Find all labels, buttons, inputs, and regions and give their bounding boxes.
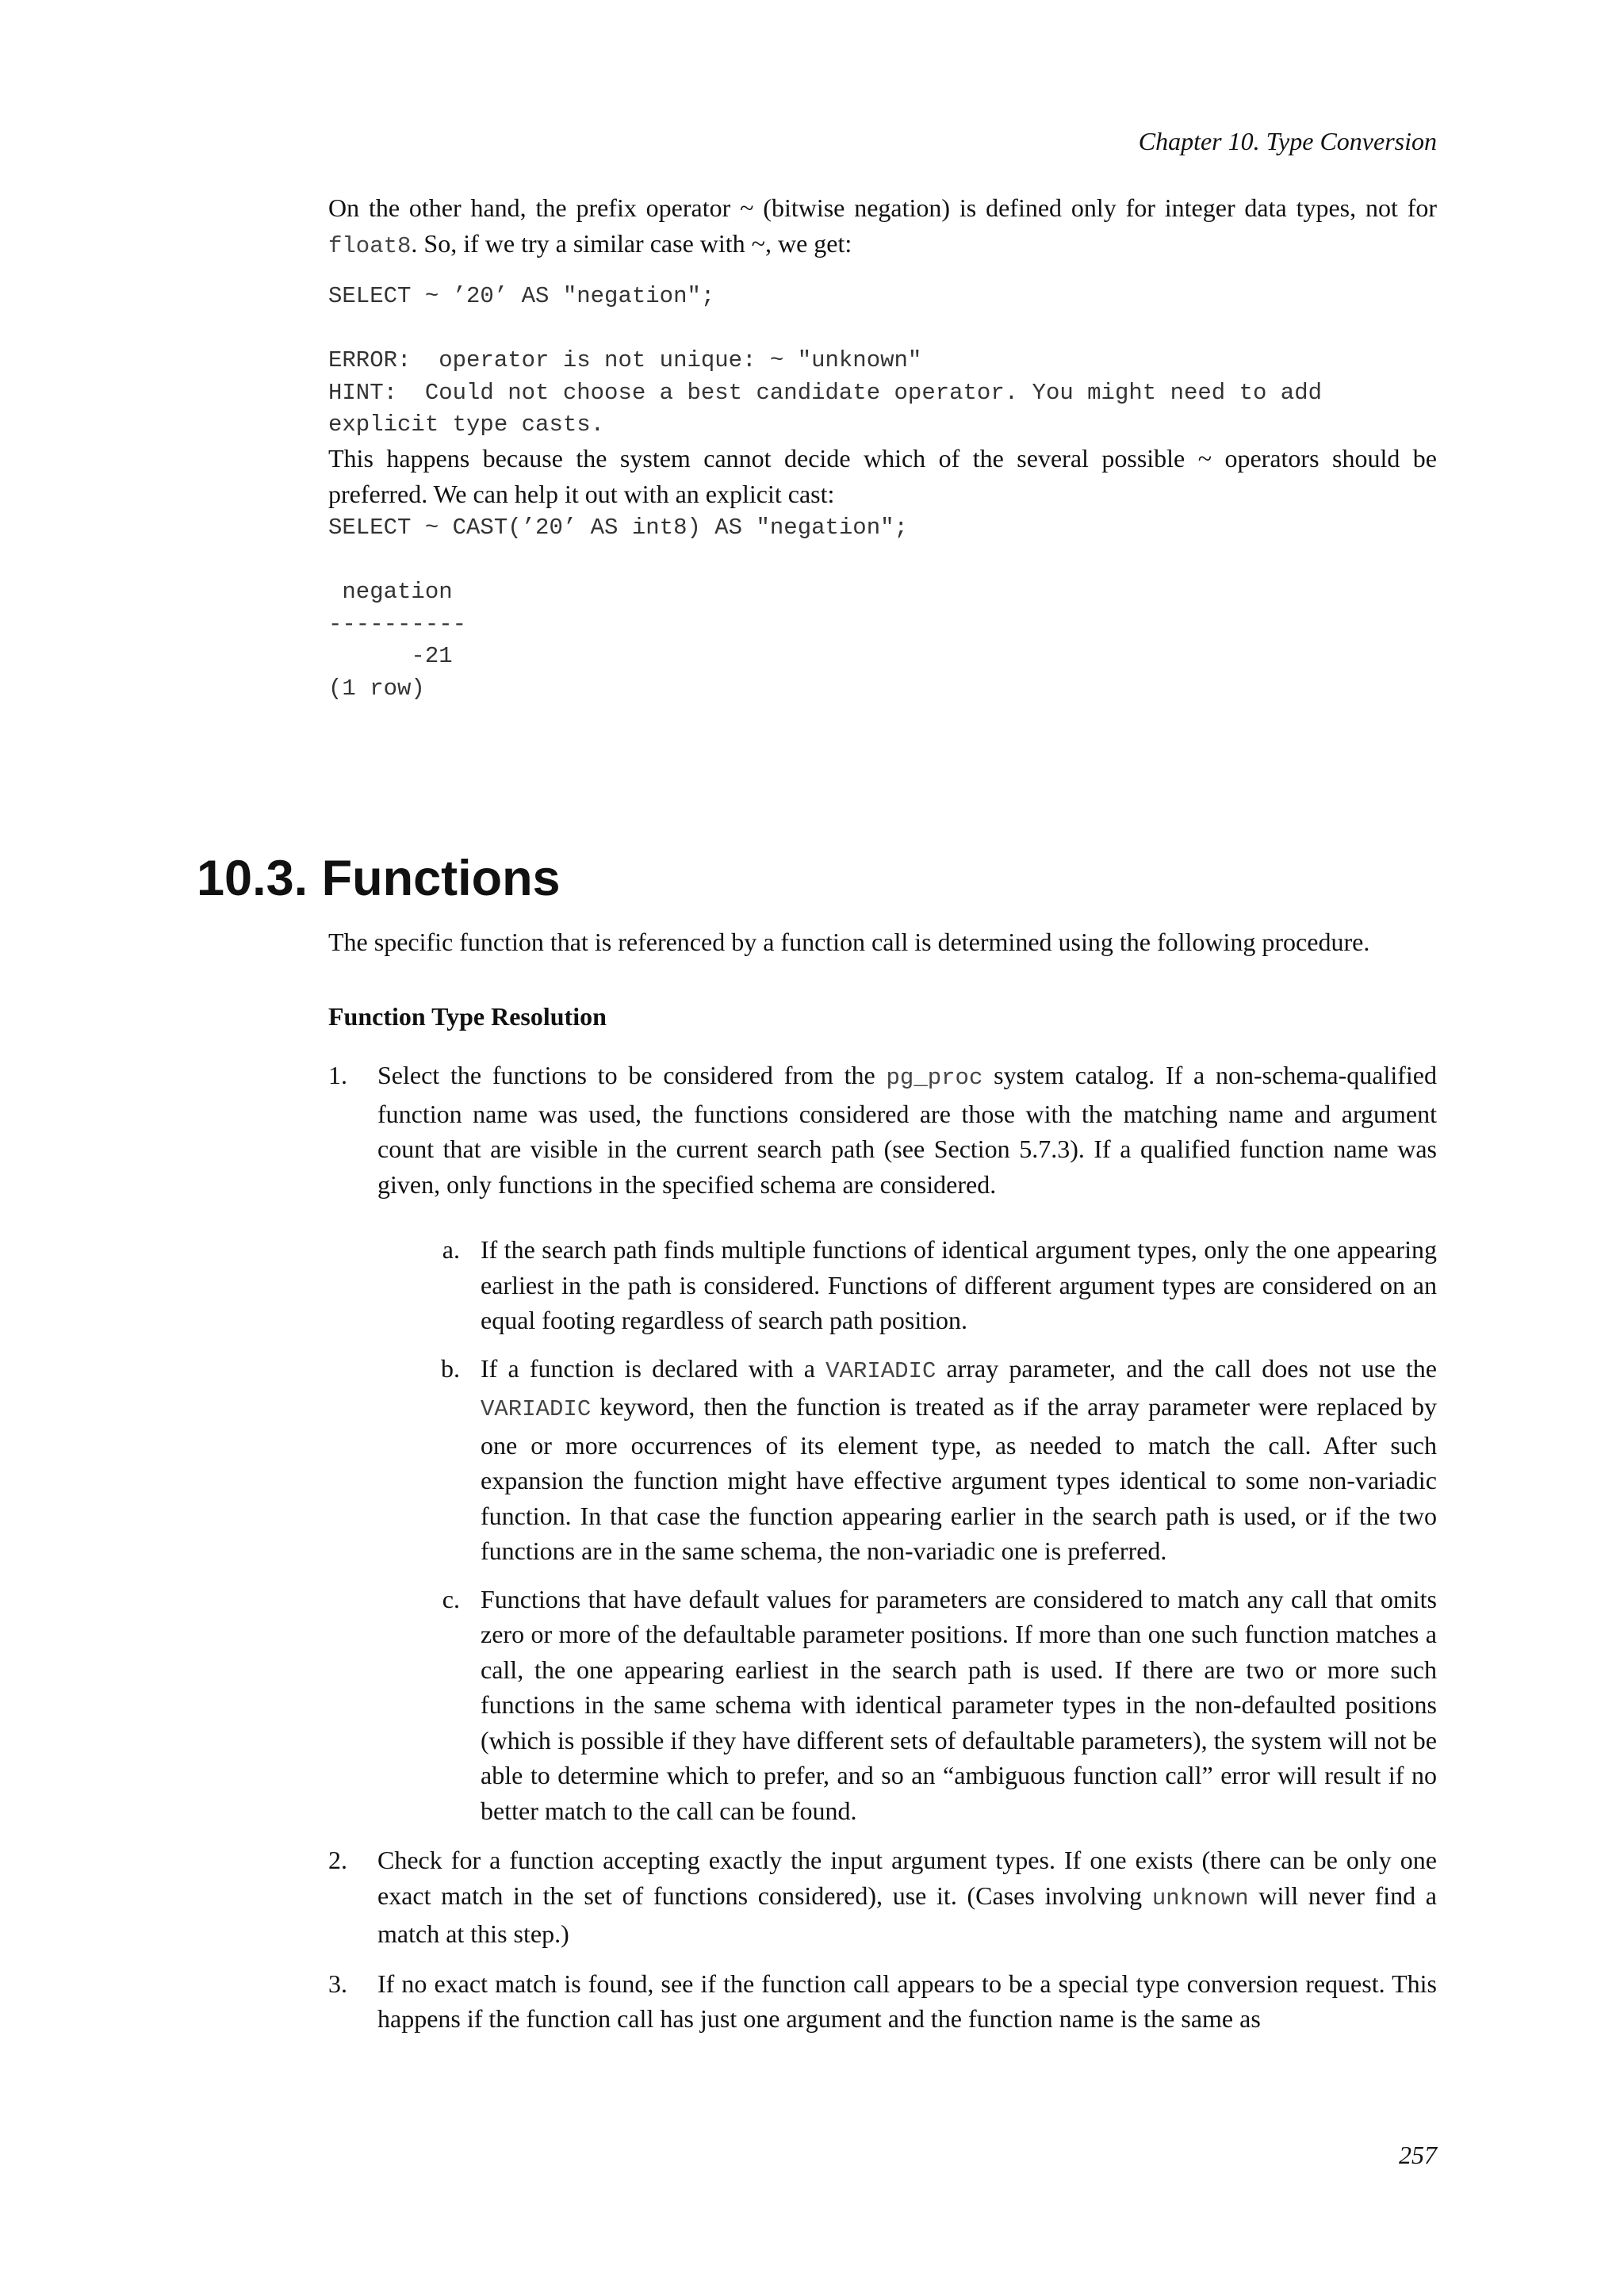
subitem-text: array parameter, and the call does not use the [936, 1353, 1438, 1383]
sub-list [428, 1232, 1437, 1828]
section-heading: 10.3. Functions [197, 851, 561, 906]
page-number: 257 [1399, 2141, 1437, 2169]
subitem-letter: b. [441, 1353, 460, 1383]
intro-p1-text-b: . So, if we try a similar case with ~, we get: [411, 228, 852, 258]
subitem-letter: a. [442, 1235, 460, 1264]
subitem-letter: c. [442, 1584, 460, 1613]
intro-paragraph-2: This happens because the system cannot decide which of the several possible ~ operators should be preferred. We can help it out with an explicit cast: [328, 444, 1437, 508]
code-block-negation-cast: SELECT ~ CAST(’20’ AS int8) AS "negation"; negation ---------- -21 (1 row) [328, 515, 908, 702]
item-text: system catalog. If a non-schema-qualified function name was used, the functions considered are those with the matching name and argument count that are visible in the current search path (see Section 5.7.3). If a qualified function name was given, only functions in the specified schema are considered. [377, 1061, 1438, 1199]
intro-p1-code: float8 [328, 232, 412, 259]
intro-p1-text-a: On the other hand, the prefix operator ~ (bitwise negation) is defined only for integer data types, not for [328, 193, 1437, 222]
sub-list-item [428, 1582, 1437, 1829]
subitem-code: VARIADIC [481, 1396, 592, 1422]
item-number: 3. [328, 1969, 347, 1998]
subitem-text: If a function is declared with a [481, 1353, 826, 1383]
subitem-text: keyword, then the function is treated as if the array parameter were replaced by one or more occurrences of its element type, as needed to match the call. After such expansion the function might have effective argument types identical to some non-variadic function. In that case the function appearing earlier in the search path is used, or if the two functions are in the same schema, the non-variadic one is preferred. [481, 1392, 1437, 1565]
item-code: unknown [1151, 1885, 1249, 1911]
sub-list-item [428, 1232, 1437, 1338]
sub-list-item [428, 1351, 1437, 1569]
list-item [328, 1966, 1437, 2037]
list-item [328, 1843, 1437, 1952]
code-block-negation-error: SELECT ~ ’20’ AS "negation"; ERROR: operator is not unique: ~ "unknown" HINT: Could not choose a best candidate operator. You might need to add explicit type casts. [328, 283, 1323, 438]
item-number: 2. [328, 1846, 347, 1874]
intro-paragraph-1 [328, 190, 1437, 264]
item-text: If no exact match is found, see if the function call appears to be a special type conversion request. This happens if the function call has just one argument and the function name is the same as [377, 1969, 1437, 2033]
list-item [328, 1058, 1437, 1828]
item-text: will never find a match at this step.) [377, 1881, 1438, 1948]
subitem-text: If the search path finds multiple functions of identical argument types, only the one appearing earliest in the path is considered. Functions of different argument types are considered on an equal footing regardless of search path position. [481, 1235, 1437, 1334]
item-number: 1. [328, 1061, 347, 1089]
procedure-list [328, 1058, 1437, 2051]
procedure-title: Function Type Resolution [328, 1002, 607, 1031]
subitem-code: VARIADIC [825, 1357, 936, 1384]
item-text: Select the functions to be considered from the [377, 1061, 887, 1089]
item-code: pg_proc [886, 1065, 983, 1091]
subitem-text: Functions that have default values for parameters are considered to match any call that omits zero or more of the defaultable parameter positions. If more than one such function matches a call, the one appearing earliest in the search path is used. If there are two or more such functions in the same schema with identical parameter types in the non-defaulted positions (which is possible if they have different sets of defaultable parameters), the system will not be able to determine which to prefer, and so an “ambiguous function call” error will result if no better match to the call can be found. [481, 1584, 1437, 1825]
item-text: Check for a function accepting exactly the input argument types. If one exists (there can be only one exact match in the set of functions considered), use it. (Cases involving [377, 1846, 1437, 1910]
running-head: Chapter 10. Type Conversion [1138, 127, 1437, 155]
section-intro: The specific function that is referenced by a function call is determined using the following procedure. [328, 928, 1370, 956]
